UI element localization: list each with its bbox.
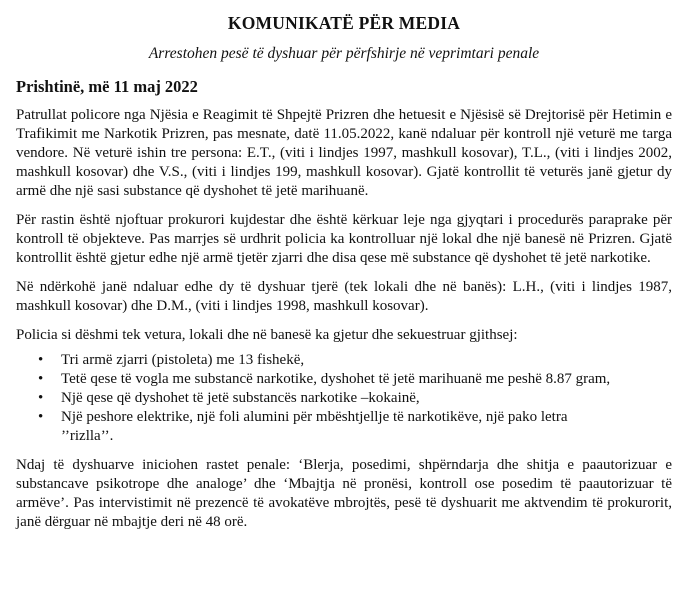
closing-paragraph: Ndaj të dyshuarve iniciohen rastet penale: ‘Blerja, posedimi, shpërndarja dhe shitja e paautorizuar e substancave psikotrope dhe analoge’ dhe ‘Mbajtja në pronësi, kontroll ose posedim të paautorizuar të armëve’. Pas intervistimit në prezencë të avokatëve mbrojtës, pesë të dyshuarit me aktvendim të prokurorit, janë dërguar në mbajtje deri në 48 orë. <box>16 457 672 530</box>
bullet-icon: • <box>38 409 44 425</box>
bullet-icon: • <box>38 390 44 406</box>
document-subtitle: Arrestohen pesë të dyshuar për përfshirje në veprimtari penale <box>148 45 540 62</box>
list-item <box>16 408 672 446</box>
evidence-list <box>16 351 672 446</box>
list-item <box>16 351 672 370</box>
list-item-text: Një peshore elektrike, një foli alumini për mbështjellje të narkotikëve, një pako letra ’’rizlla’’. <box>61 409 568 444</box>
bullet-icon: • <box>38 371 44 387</box>
list-item-text: Tetë qese të vogla me substancë narkotike, dyshohet të jetë marihuanë me peshë 8.87 gram, <box>61 371 611 387</box>
paragraph-1: Patrullat policore nga Njësia e Reagimit të Shpejtë Prizren dhe hetuesit e Njësisë së Drejtorisë për Hetimin e Trafikimit me Narkotik Prizren, pas mesnate, datë 11.05.2022, kanë ndaluar për kontroll një veturë me targa vendore. Në veturë ishin tre persona: E.T., (viti i lindjes 1997, mashkull kosovar), T.L., (viti i lindjes 2002, mashkull kosovar) dhe V.S., (viti i lindjes 199, mashkull kosovar). Gjatë kontrollit të veturës janë gjetur dy armë dhe një sasi substance që dyshohet të jetë marihuanë. <box>16 107 672 199</box>
paragraph-4: Policia si dëshmi tek vetura, lokali dhe në banesë ka gjetur dhe sekuestruar gjithsej: <box>16 327 518 343</box>
dateline: Prishtinë, më 11 maj 2022 <box>16 77 198 96</box>
list-item <box>16 389 672 408</box>
list-item-text: Një qese që dyshohet të jetë substancës narkotike –kokainë, <box>61 390 420 406</box>
document-title: KOMUNIKATË PËR MEDIA <box>227 13 461 33</box>
paragraph-3: Në ndërkohë janë ndaluar edhe dy të dyshuar tjerë (tek lokali dhe në banës): L.H., (viti i lindjes 1987, mashkull kosovar) dhe D.M., (viti i lindjes 1998, mashkull kosovar). <box>16 279 672 314</box>
paragraph-2: Për rastin është njoftuar prokurori kujdestar dhe është kërkuar leje nga gjyqtari i procedurës paraprake për kontroll të objekteve. Pas marrjes së urdhrit policia ka kontrolluar një lokal dhe një banesë në Prizren. Gjatë kontrollit është gjetur edhe një armë tjetër zjarri dhe disa qese më substance që dyshohet të jetë narkotike. <box>16 212 672 266</box>
list-item-text: Tri armë zjarri (pistoleta) me 13 fishekë, <box>61 352 305 368</box>
list-item <box>16 370 672 389</box>
bullet-icon: • <box>38 352 44 368</box>
